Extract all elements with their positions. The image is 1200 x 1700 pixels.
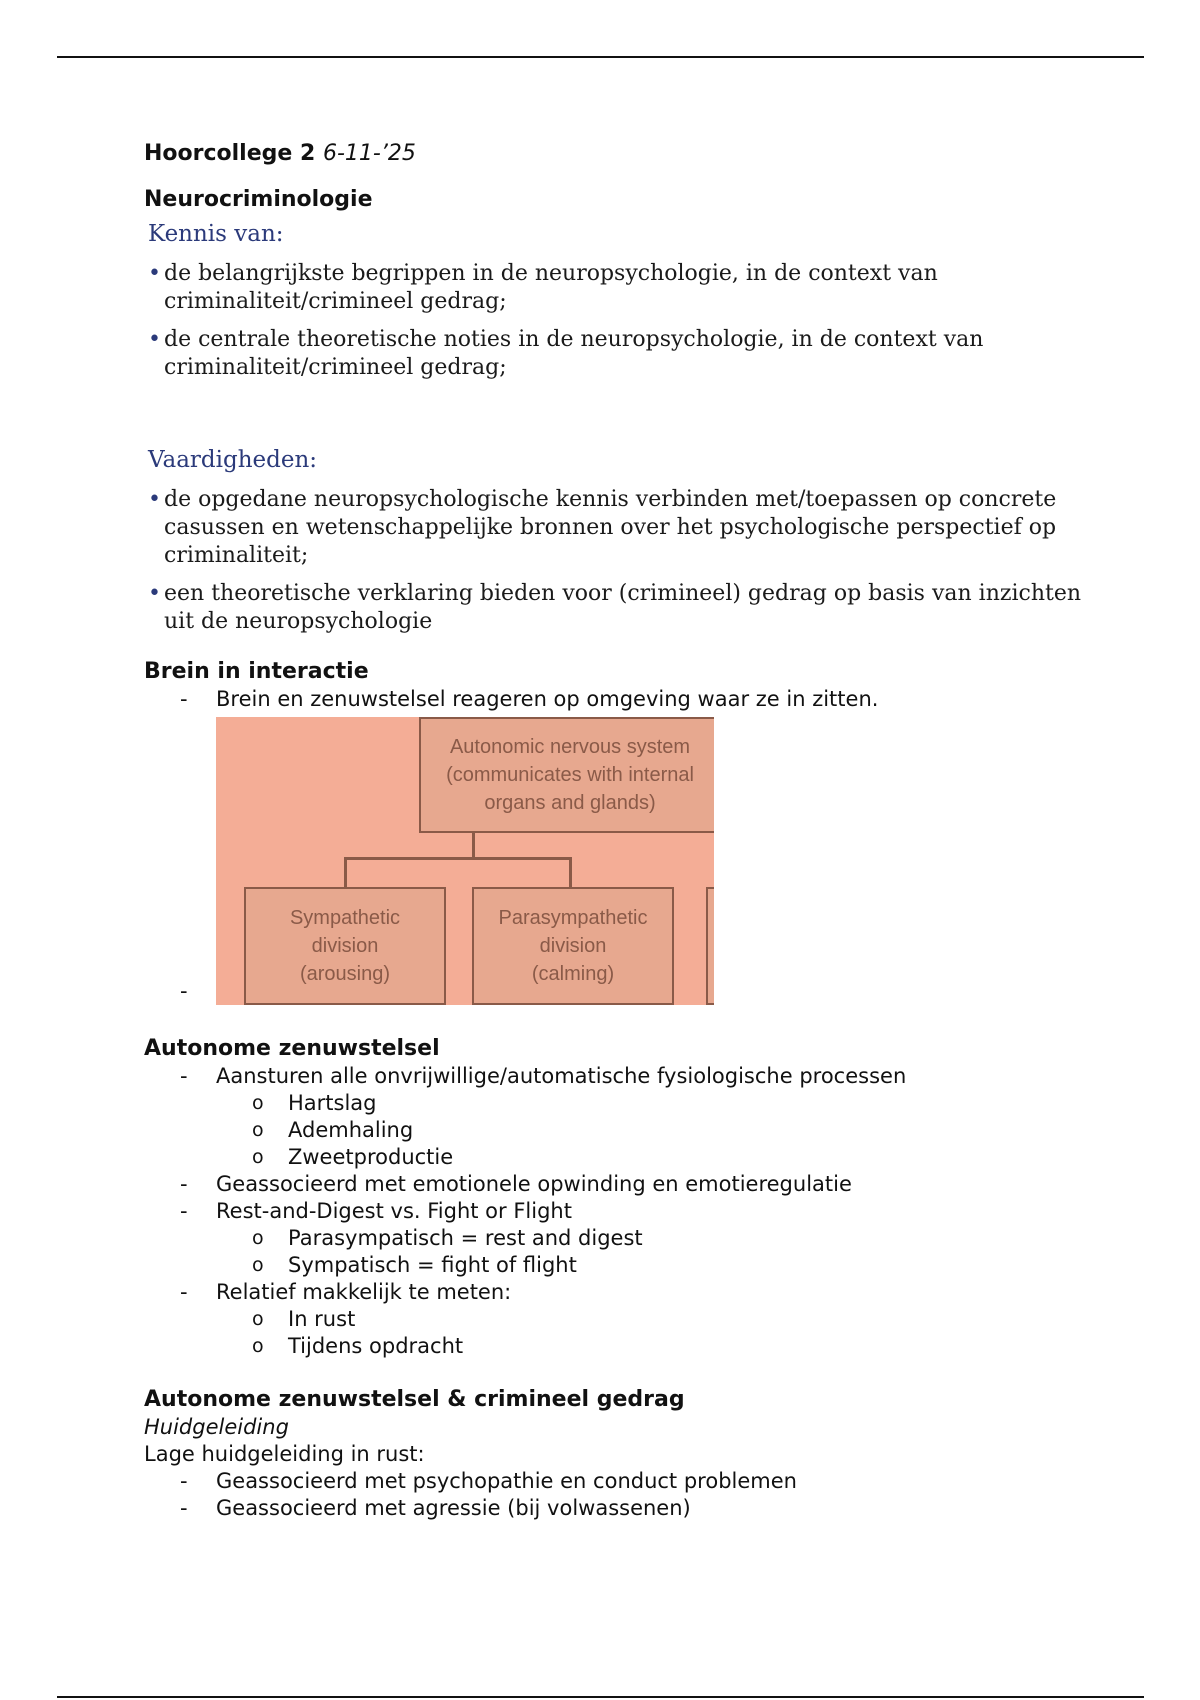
skills-item: • de opgedane neuropsychologische kennis verbinden met/toepassen op concrete casussen en wetenschappelijke bronnen over het psychologische perspectief op criminaliteit; [148,487,1057,568]
diagram-connector [472,833,475,859]
list-item: - Geassocieerd met psychopathie en conduct problemen [180,1469,797,1493]
knowledge-title: Kennis van: [148,221,284,247]
nervous-system-diagram [216,717,714,1005]
knowledge-item: • de centrale theoretische noties in de neuropsychologie, in de context van criminaliteit/crimineel gedrag; [148,327,984,380]
list-item: - Rest-and-Digest vs. Fight or Flight [180,1199,572,1223]
list-item: - Relatief makkelijk te meten: [180,1280,512,1304]
section-heading-crimineel-gedrag: Autonome zenuwstelsel & crimineel gedrag [144,1387,685,1412]
bullet-dot: • [148,487,161,512]
sub-list-item: o Sympatisch = fight of flight [252,1253,577,1277]
intro-text: Lage huidgeleiding in rust: [144,1442,425,1466]
sub-list-item: o Zweetproductie [252,1145,454,1169]
diagram-connector [569,857,572,887]
bullet-dot: • [148,327,161,352]
document-body [144,140,1104,1522]
section-heading-neurocriminologie: Neurocriminologie [144,187,373,212]
lecture-date: 6-11-’25 [322,141,416,166]
diagram-box-sympathetic: Sympathetic division (arousing) [244,887,446,1005]
diagram-connector [344,857,571,860]
knowledge-item: • de belangrijkste begrippen in de neuropsychologie, in de context van criminaliteit/crimineel gedrag; [148,261,938,314]
learning-goals [148,218,1104,636]
skills-title: Vaardigheden: [148,447,318,473]
diagram-box-parasympathetic: Parasympathetic division (calming) [472,887,674,1005]
figure-row [144,717,1104,1007]
page-top-rule [57,56,1144,58]
subheading-huidgeleiding: Huidgeleiding [144,1415,289,1439]
page-bottom-rule [57,1696,1144,1698]
lecture-label: Hoorcollege 2 [144,141,316,166]
sub-list-item: o Parasympatisch = rest and digest [252,1226,643,1250]
diagram-box-autonomic: Autonomic nervous system (communicates with internal organs and glands) [419,717,714,833]
sub-list-item: o Hartslag [252,1091,377,1115]
list-item: - Geassocieerd met emotionele opwinding en emotieregulatie [180,1172,852,1196]
list-item: - Brein en zenuwstelsel reageren op omgeving waar ze in zitten. [180,687,879,711]
section-heading-autonome-zenuwstelsel: Autonome zenuwstelsel [144,1036,440,1061]
bullet-dot: • [148,581,161,606]
section-heading-brein-in-interactie: Brein in interactie [144,659,369,684]
sub-list-item: o In rust [252,1307,356,1331]
list-item: - Geassocieerd met agressie (bij volwassenen) [180,1496,691,1520]
bullet-dot: • [148,261,161,286]
list-item: - Aansturen alle onvrijwillige/automatische fysiologische processen [180,1064,907,1088]
skills-item: • een theoretische verklaring bieden voor (crimineel) gedrag op basis van inzichten uit de neuropsychologie [148,581,1082,634]
sub-list-item: o Tijdens opdracht [252,1334,464,1358]
diagram-connector [344,857,347,887]
diagram-box-cropped [706,887,714,1005]
sub-list-item: o Ademhaling [252,1118,414,1142]
lecture-title [144,140,1104,168]
list-dash: - [180,979,188,1003]
